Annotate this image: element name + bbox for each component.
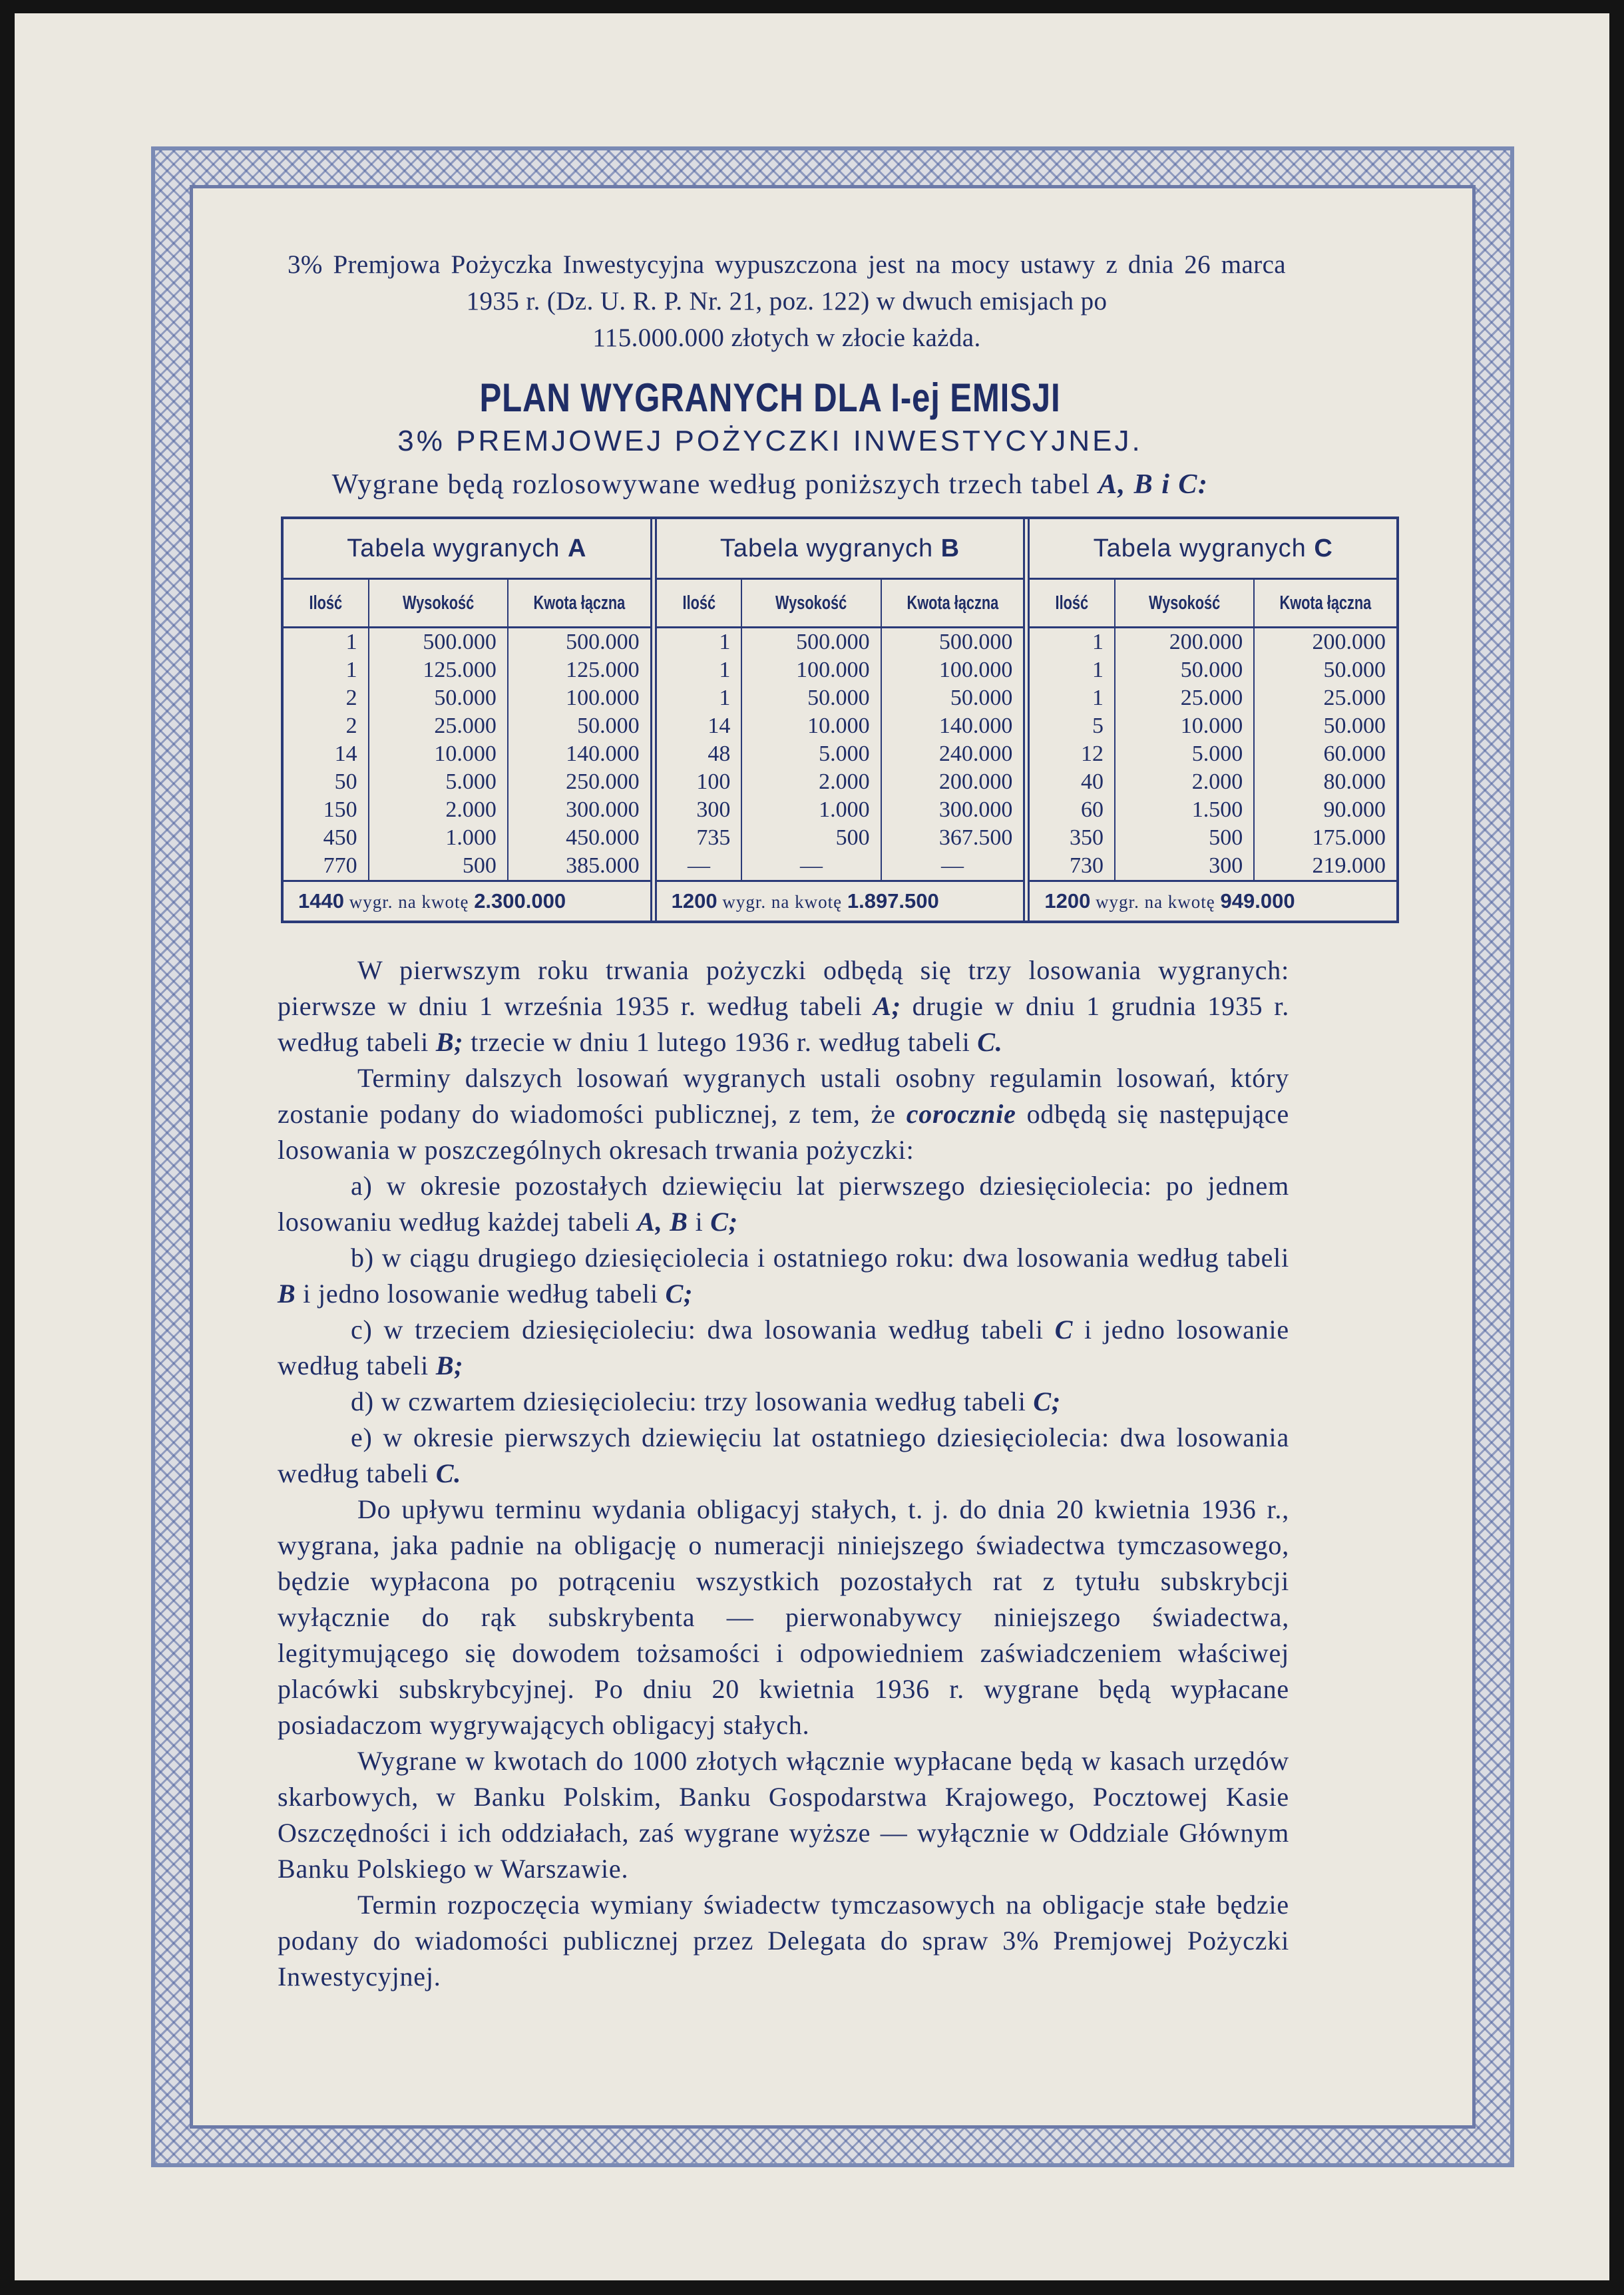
table-cell: [1030, 740, 1114, 768]
table-cell-value: 1: [345, 658, 357, 682]
table-cell-value: 50: [334, 769, 357, 794]
table-cell: [1116, 740, 1253, 768]
table-cell: [657, 712, 741, 740]
emphasis: corocznie: [906, 1099, 1016, 1129]
table-cell: [882, 852, 1024, 880]
table-cell-value: 14: [334, 741, 357, 766]
table-cell: [1255, 824, 1396, 852]
table-header: [657, 580, 1024, 628]
table-cell-value: 100.000: [566, 686, 640, 710]
table-cell: [657, 628, 741, 656]
table-cell: [508, 796, 650, 824]
table-cell-value: 50.000: [950, 686, 1013, 710]
table-cell-value: 50.000: [1323, 714, 1386, 738]
column-header: [507, 580, 650, 626]
table-cell: [882, 656, 1024, 684]
table-cell: [1030, 712, 1114, 740]
column-header: [1253, 580, 1396, 626]
lead-letters: A, B i C:: [1098, 469, 1209, 500]
table-cell-value: 10.000: [1180, 714, 1243, 738]
table-cell: [657, 768, 741, 796]
table-cell: [1030, 656, 1114, 684]
table-cell-value: 300.000: [938, 797, 1013, 822]
table-cell: [284, 712, 368, 740]
body-paragraph: Wygrane w kwotach do 1000 złotych włącznie wypłacane będą w kasach urzędów skarbowych, w Banku Polskim, Banku Gospodarstwa Krajowego, Pocztowej Kasie Oszczędności i ich oddziałach, zaś wygrane wyższe — wyłącznie w Oddziale Głównym Banku Polskiego w Warszawie.: [278, 1746, 1289, 1884]
lead-sentence: [141, 469, 1399, 501]
table-cell-value: 735: [696, 825, 731, 850]
table-cell: [882, 712, 1024, 740]
table-cell-value: 140.000: [566, 741, 640, 766]
table-cell-value: 50.000: [434, 686, 497, 710]
table-cell-value: 200.000: [1312, 630, 1386, 654]
column-header-text: Ilość: [1055, 592, 1089, 614]
emphasis: A;: [873, 991, 901, 1021]
table-cell-value: 100: [696, 769, 731, 794]
emphasis: B;: [435, 1027, 464, 1057]
footer-amount: 2.300.000: [474, 889, 566, 913]
table-cell-value: 300.000: [566, 797, 640, 822]
prize-table-a: [284, 519, 650, 921]
table-cell: [508, 852, 650, 880]
column-header: [741, 580, 880, 626]
column-header: [1114, 580, 1253, 626]
table-cell: [1116, 628, 1253, 656]
table-cell: [369, 628, 507, 656]
table-cell-value: 175.000: [1312, 825, 1386, 850]
page-title: PLAN WYGRANYCH DLA I-ej EMISJI: [479, 375, 1061, 420]
emphasis: C.: [977, 1027, 1003, 1057]
table-cell-value: 140.000: [938, 714, 1013, 738]
emphasis: C;: [710, 1207, 738, 1237]
footer-label: wygr. na kwotę: [1096, 892, 1215, 912]
table-cell: [369, 656, 507, 684]
table-cell: [284, 768, 368, 796]
table-cell-value: 500: [1209, 825, 1243, 850]
table-cell-value: 500.000: [423, 630, 497, 654]
emphasis: B: [278, 1279, 296, 1309]
table-cell-value: 60: [1080, 797, 1104, 822]
body-text: [141, 952, 1399, 1995]
table-cell-value: 25.000: [434, 714, 497, 738]
table-cell-value: 250.000: [566, 769, 640, 794]
footer-count: 1200: [1044, 889, 1091, 913]
table-cell: [369, 712, 507, 740]
table-column: [1253, 628, 1396, 880]
table-cell-value: 1: [345, 630, 357, 654]
table-footer: [284, 880, 650, 921]
emphasis: C: [1054, 1315, 1074, 1345]
table-cell: [284, 824, 368, 852]
column-header-text: Wysokość: [1149, 592, 1221, 614]
table-cell: [882, 740, 1024, 768]
table-cell-value: 1: [1092, 686, 1104, 710]
table-cell: [369, 740, 507, 768]
table-cell-value: 500: [835, 825, 870, 850]
table-column: [1114, 628, 1253, 880]
table-cell-value: 500.000: [938, 630, 1013, 654]
table-cell-value: 100.000: [938, 658, 1013, 682]
table-cell-value: 300: [1209, 853, 1243, 878]
lead-text: Wygrane będą rozlosowywane według poniższych trzech tabel: [331, 469, 1099, 500]
table-cell: [369, 824, 507, 852]
emphasis: C.: [435, 1458, 462, 1488]
table-cell: [1255, 740, 1396, 768]
table-footer: [1030, 880, 1396, 921]
body-paragraph: Terminy dalszych losowań wygranych ustali osobny regulamin losowań, który zostanie podany do wiadomości publicznej, z tem, że corocznie odbędą się następujące losowania w poszczególnych okresach trwania pożyczki:: [278, 1063, 1290, 1165]
table-cell: [742, 740, 880, 768]
intro-text: 3% Premjowa Pożyczka Inwestycyjna wypuszczona jest na mocy ustawy z dnia 26 marca 1935 r. (Dz. U. R. P. Nr. 21, poz. 122) w dwuch emisjach po: [288, 250, 1286, 315]
table-cell-value: 1: [719, 686, 731, 710]
table-cell-value: 240.000: [938, 741, 1013, 766]
column-header-text: Kwota łączna: [533, 592, 626, 614]
table-cell: [657, 656, 741, 684]
table-cell-value: 730: [1069, 853, 1104, 878]
table-letter: B: [940, 534, 960, 562]
table-cell-value: 200.000: [1169, 630, 1243, 654]
footer-amount: 949.000: [1220, 889, 1295, 913]
footer-label: wygr. na kwotę: [722, 892, 843, 912]
table-cell: [284, 852, 368, 880]
table-letter: C: [1314, 534, 1333, 562]
table-cell-value: 150: [323, 797, 357, 822]
table-cell-value: 1: [1092, 658, 1104, 682]
table-body: [657, 628, 1024, 880]
table-cell: [882, 824, 1024, 852]
table-cell: [882, 796, 1024, 824]
table-title: [1030, 519, 1396, 580]
emphasis: C;: [665, 1279, 694, 1309]
table-cell-value: 450.000: [566, 825, 640, 850]
column-header-text: Ilość: [309, 592, 343, 614]
table-cell: [1255, 852, 1396, 880]
table-cell: [1116, 796, 1253, 824]
table-cell: [1116, 656, 1253, 684]
table-cell-value: 770: [323, 853, 357, 878]
prize-table-b: [650, 519, 1024, 921]
body-paragraph: c) w trzeciem dziesięcioleciu: dwa losowania według tabeli C i jedno losowanie według tabeli B;: [278, 1315, 1289, 1380]
table-title: [284, 519, 650, 580]
table-cell: [1030, 852, 1114, 880]
intro-amount: 115.000.000 złotych w złocie każda.: [592, 323, 981, 352]
table-cell-value: 10.000: [434, 741, 497, 766]
column-header: [284, 580, 368, 626]
table-title-text: Tabela wygranych: [1093, 534, 1307, 562]
column-header: [881, 580, 1024, 626]
prize-tables: [281, 517, 1399, 923]
table-cell-value: 50.000: [577, 714, 640, 738]
table-cell-value: 50.000: [807, 686, 870, 710]
table-cell: [1255, 628, 1396, 656]
table-cell: [1255, 796, 1396, 824]
table-cell-value: 5.000: [819, 741, 870, 766]
table-cell-value: 385.000: [566, 853, 640, 878]
intro-paragraph: [141, 246, 1399, 356]
table-cell: [508, 768, 650, 796]
table-cell-value: 14: [708, 714, 731, 738]
table-cell-value: 10.000: [807, 714, 870, 738]
table-cell: [742, 852, 880, 880]
table-cell-value: 1: [719, 658, 731, 682]
table-body: [1030, 628, 1396, 880]
table-letter: A: [567, 534, 587, 562]
table-cell: [657, 740, 741, 768]
body-paragraph: e) w okresie pierwszych dziewięciu lat ostatniego dziesięciolecia: dwa losowania według tabeli C.: [278, 1422, 1289, 1488]
table-cell-value: 350: [1069, 825, 1104, 850]
table-cell: [742, 684, 880, 712]
column-header-text: Ilość: [682, 592, 715, 614]
table-cell: [742, 712, 880, 740]
table-cell: [882, 684, 1024, 712]
body-paragraph: Do upływu terminu wydania obligacyj stałych, t. j. do dnia 20 kwietnia 1936 r., wygrana, jaka padnie na obligację o numeracji niniejszego świadectwa tymczasowego, będzie wypłacona po potrąceniu wszystkich pozostałych rat z tytułu subskrybcji wyłącznie do rąk subskrybenta — pierwonabywcy niniejszego świadectwa, legitymującego się dowodem tożsamości i odpowiedniem zaświadczeniem właściwej placówki subskrybcyjnej. Po dniu 20 kwietnia 1936 r. wygrane będą wypłacane posiadaczom wygrywających obligacyj stałych.: [278, 1494, 1289, 1740]
table-cell: [1116, 712, 1253, 740]
table-cell-value: 2: [345, 686, 357, 710]
table-cell-value: 5.000: [445, 769, 497, 794]
table-cell-value: —: [687, 853, 710, 878]
table-column: [657, 628, 741, 880]
table-column: [507, 628, 650, 880]
table-cell-value: 1: [719, 630, 731, 654]
table-cell: [369, 852, 507, 880]
table-cell-value: 2.000: [819, 769, 870, 794]
column-header: [657, 580, 741, 626]
table-cell-value: 100.000: [796, 658, 870, 682]
table-cell-value: 2.000: [445, 797, 497, 822]
table-cell: [508, 684, 650, 712]
table-cell: [284, 796, 368, 824]
table-cell-value: 12: [1080, 741, 1104, 766]
table-cell: [742, 656, 880, 684]
table-cell: [742, 628, 880, 656]
table-cell: [1116, 684, 1253, 712]
table-body: [284, 628, 650, 880]
table-cell-value: 367.500: [938, 825, 1013, 850]
document-content: [141, 140, 1399, 1995]
table-cell-value: 80.000: [1323, 769, 1386, 794]
table-column: [741, 628, 880, 880]
table-header: [1030, 580, 1396, 628]
table-cell-value: 40: [1080, 769, 1104, 794]
page-subtitle: 3% PREMJOWEJ POŻYCZKI INWESTYCYJNEJ.: [397, 425, 1143, 457]
table-cell-value: 1: [1092, 630, 1104, 654]
table-cell-value: 200.000: [938, 769, 1013, 794]
column-header-text: Wysokość: [402, 592, 474, 614]
table-cell-value: 50.000: [1323, 658, 1386, 682]
table-cell-value: —: [799, 853, 823, 878]
table-column: [368, 628, 507, 880]
table-cell: [742, 824, 880, 852]
table-cell: [508, 628, 650, 656]
table-cell-value: 219.000: [1312, 853, 1386, 878]
table-footer: [657, 880, 1024, 921]
table-cell: [742, 796, 880, 824]
table-cell-value: 450: [323, 825, 357, 850]
body-paragraph: a) w okresie pozostałych dziewięciu lat pierwszego dziesięciolecia: po jednem losowaniu według każdej tabeli A, B i C;: [278, 1171, 1289, 1237]
table-title: [657, 519, 1024, 580]
table-cell-value: 300: [696, 797, 731, 822]
table-cell: [1030, 768, 1114, 796]
table-cell-value: 1.500: [1191, 797, 1243, 822]
table-cell: [657, 852, 741, 880]
table-cell-value: 2.000: [1191, 769, 1243, 794]
table-cell: [369, 796, 507, 824]
table-column: [1030, 628, 1114, 880]
table-cell: [284, 684, 368, 712]
table-cell: [1116, 852, 1253, 880]
table-cell: [508, 656, 650, 684]
table-cell-value: 48: [708, 741, 731, 766]
body-paragraph: d) w czwartem dziesięcioleciu: trzy losowania według tabeli C;: [351, 1386, 1062, 1416]
emphasis: B;: [435, 1351, 464, 1380]
table-cell: [284, 740, 368, 768]
footer-count: 1440: [298, 889, 344, 913]
table-cell-value: 1.000: [445, 825, 497, 850]
table-header: [284, 580, 650, 628]
table-cell-value: 5.000: [1191, 741, 1243, 766]
table-cell-value: —: [940, 853, 964, 878]
table-cell: [1255, 712, 1396, 740]
table-cell-value: 60.000: [1323, 741, 1386, 766]
table-cell: [657, 796, 741, 824]
table-cell-value: 1.000: [819, 797, 870, 822]
table-cell-value: 500.000: [796, 630, 870, 654]
column-header-text: Kwota łączna: [907, 592, 998, 614]
table-cell: [1030, 796, 1114, 824]
column-header-text: Kwota łączna: [1279, 592, 1372, 614]
table-cell: [882, 628, 1024, 656]
table-cell-value: 25.000: [1323, 686, 1386, 710]
table-column: [881, 628, 1024, 880]
table-cell: [657, 824, 741, 852]
table-cell: [284, 628, 368, 656]
table-cell: [508, 712, 650, 740]
column-header: [368, 580, 507, 626]
body-paragraph: Termin rozpoczęcia wymiany świadectw tymczasowych na obligacje stałe będzie podany do wiadomości publicznej przez Delegata do spraw 3% Premjowej Pożyczki Inwestycyjnej.: [278, 1890, 1289, 1991]
prize-table-c: [1023, 519, 1396, 921]
table-cell: [369, 684, 507, 712]
table-column: [284, 628, 368, 880]
column-header-text: Wysokość: [775, 592, 847, 614]
table-cell: [882, 768, 1024, 796]
table-cell: [508, 824, 650, 852]
table-cell: [1255, 768, 1396, 796]
table-cell: [369, 768, 507, 796]
table-cell: [1116, 824, 1253, 852]
column-header: [1030, 580, 1114, 626]
table-title-text: Tabela wygranych: [719, 534, 934, 562]
emphasis: A, B: [637, 1207, 688, 1237]
table-cell: [1116, 768, 1253, 796]
table-title-text: Tabela wygranych: [347, 534, 560, 562]
table-cell-value: 5: [1092, 714, 1104, 738]
table-cell-value: 25.000: [1180, 686, 1243, 710]
table-cell-value: 125.000: [566, 658, 640, 682]
table-cell-value: 500.000: [566, 630, 640, 654]
table-cell-value: 2: [345, 714, 357, 738]
table-cell: [1030, 628, 1114, 656]
table-cell-value: 50.000: [1180, 658, 1243, 682]
footer-amount: 1.897.500: [847, 889, 939, 913]
document-sheet: [15, 13, 1609, 2280]
table-cell: [1255, 684, 1396, 712]
body-paragraph: W pierwszym roku trwania pożyczki odbędą się trzy losowania wygranych: pierwsze w dniu 1 września 1935 r. według tabeli A; drugie w dniu 1 grudnia 1935 r. według tabeli B; trzecie w dniu 1 lutego 1936 r. według tabeli C.: [278, 955, 1289, 1057]
footer-label: wygr. na kwotę: [349, 892, 469, 912]
body-paragraph: b) w ciągu drugiego dziesięciolecia i ostatniego roku: dwa losowania według tabeli B i jedno losowanie według tabeli C;: [278, 1243, 1289, 1309]
footer-count: 1200: [671, 889, 717, 913]
table-cell-value: 500: [462, 853, 497, 878]
emphasis: C;: [1033, 1386, 1062, 1416]
table-cell: [1030, 824, 1114, 852]
table-cell: [508, 740, 650, 768]
table-cell: [657, 684, 741, 712]
table-cell: [742, 768, 880, 796]
table-cell: [1255, 656, 1396, 684]
table-cell: [284, 656, 368, 684]
table-cell-value: 125.000: [423, 658, 497, 682]
table-cell: [1030, 684, 1114, 712]
table-cell-value: 90.000: [1323, 797, 1386, 822]
